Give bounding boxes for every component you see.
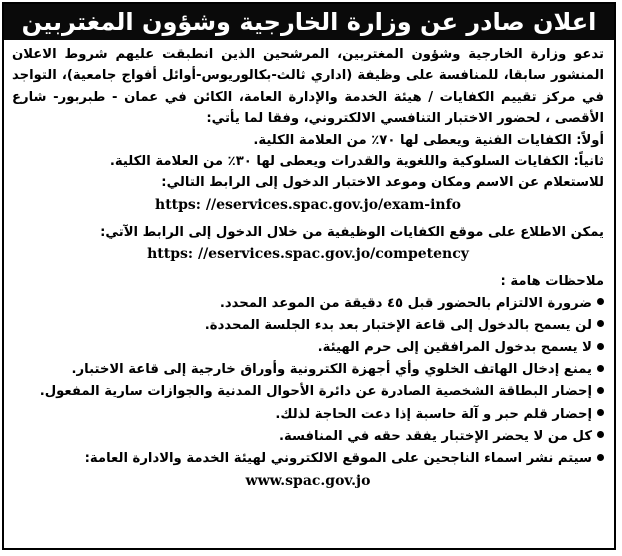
note-item: كل من لا يحضر الإختبار يفقد حقه في المنافسة.: [12, 426, 604, 448]
bullet-icon: [597, 409, 604, 416]
note-item: لن يسمح بالدخول إلى قاعة الإختبار بعد بدء الجلسة المحددة.: [12, 315, 604, 337]
note-item: سيتم نشر اسماء الناجحين على الموقع الالكتروني لهيئة الخدمة والادارة العامة:: [12, 448, 604, 470]
note-item: لا يسمح بدخول المرافقين إلى حرم الهيئة.: [12, 337, 604, 359]
bullet-icon: [597, 343, 604, 350]
inquiry-text: للاستعلام عن الاسم ومكان وموعد الاختبار الدخول إلى الرابط التالي:: [161, 175, 604, 191]
notes-list: [12, 293, 604, 471]
competency-text: يمكن الاطلاع على موقع الكفايات الوظيفية من خلال الدخول إلى الرابط الآتي:: [100, 224, 604, 240]
note-item: إحضار البطاقة الشخصية الصادرة عن دائرة الأحوال المدنية والجوازات سارية المفعول.: [12, 381, 604, 403]
note-item: يمنع إدخال الهاتف الخلوي وأي أجهزة الكترونية وأوراق خارجية إلى قاعة الاختبار.: [12, 359, 604, 381]
exam-info-link[interactable]: https: //eservices.spac.gov.jo/exam-info: [155, 196, 461, 213]
bullet-icon: [597, 298, 604, 305]
intro-paragraph: تدعو وزارة الخارجية وشؤون المغتربين، المرشحين الذين انطبقت عليهم شروط الاعلان المنشور سابقا، للمنافسة على وظيفة (اداري ثالث-بكالوريوس-أوائل أفواج جامعية)، التواجد في مركز تقييم الكفايات / هيئة الخدمة والإدارة العامة، الكائن في عمان - طبربور- شارع الأقصى ، لحضور الاختبار التنافسي الالكتروني، وفقا لما يأتي:: [12, 47, 604, 127]
note-item: إحضار قلم حبر و آلة حاسبة إذا دعت الحاجة لذلك.: [12, 404, 604, 426]
bullet-icon: [597, 454, 604, 461]
announcement-frame: [2, 2, 616, 550]
criteria-first: أولاً: الكفايات الفنية ويعطى لها ٧٠٪ من العلامة الكلية.: [253, 132, 604, 148]
bullet-icon: [597, 387, 604, 394]
website-link[interactable]: www.spac.gov.jo: [245, 473, 371, 490]
note-item: ضرورة الالتزام بالحضور قبل ٤٥ دقيقة من الموعد المحدد.: [12, 293, 604, 315]
bullet-icon: [597, 365, 604, 372]
bullet-icon: [597, 320, 604, 327]
bullet-icon: [597, 431, 604, 438]
announcement-body: [12, 44, 604, 544]
notes-heading: ملاحظات هامة :: [500, 274, 604, 290]
criteria-second: ثانياً: الكفايات السلوكية واللغوية والقدرات ويعطى لها ٣٠٪ من العلامة الكلية.: [109, 154, 604, 170]
competency-link[interactable]: https: //eservices.spac.gov.jo/competency: [147, 246, 469, 263]
announcement-title: اعلان صادر عن وزارة الخارجية وشؤون المغتربين: [4, 4, 614, 40]
